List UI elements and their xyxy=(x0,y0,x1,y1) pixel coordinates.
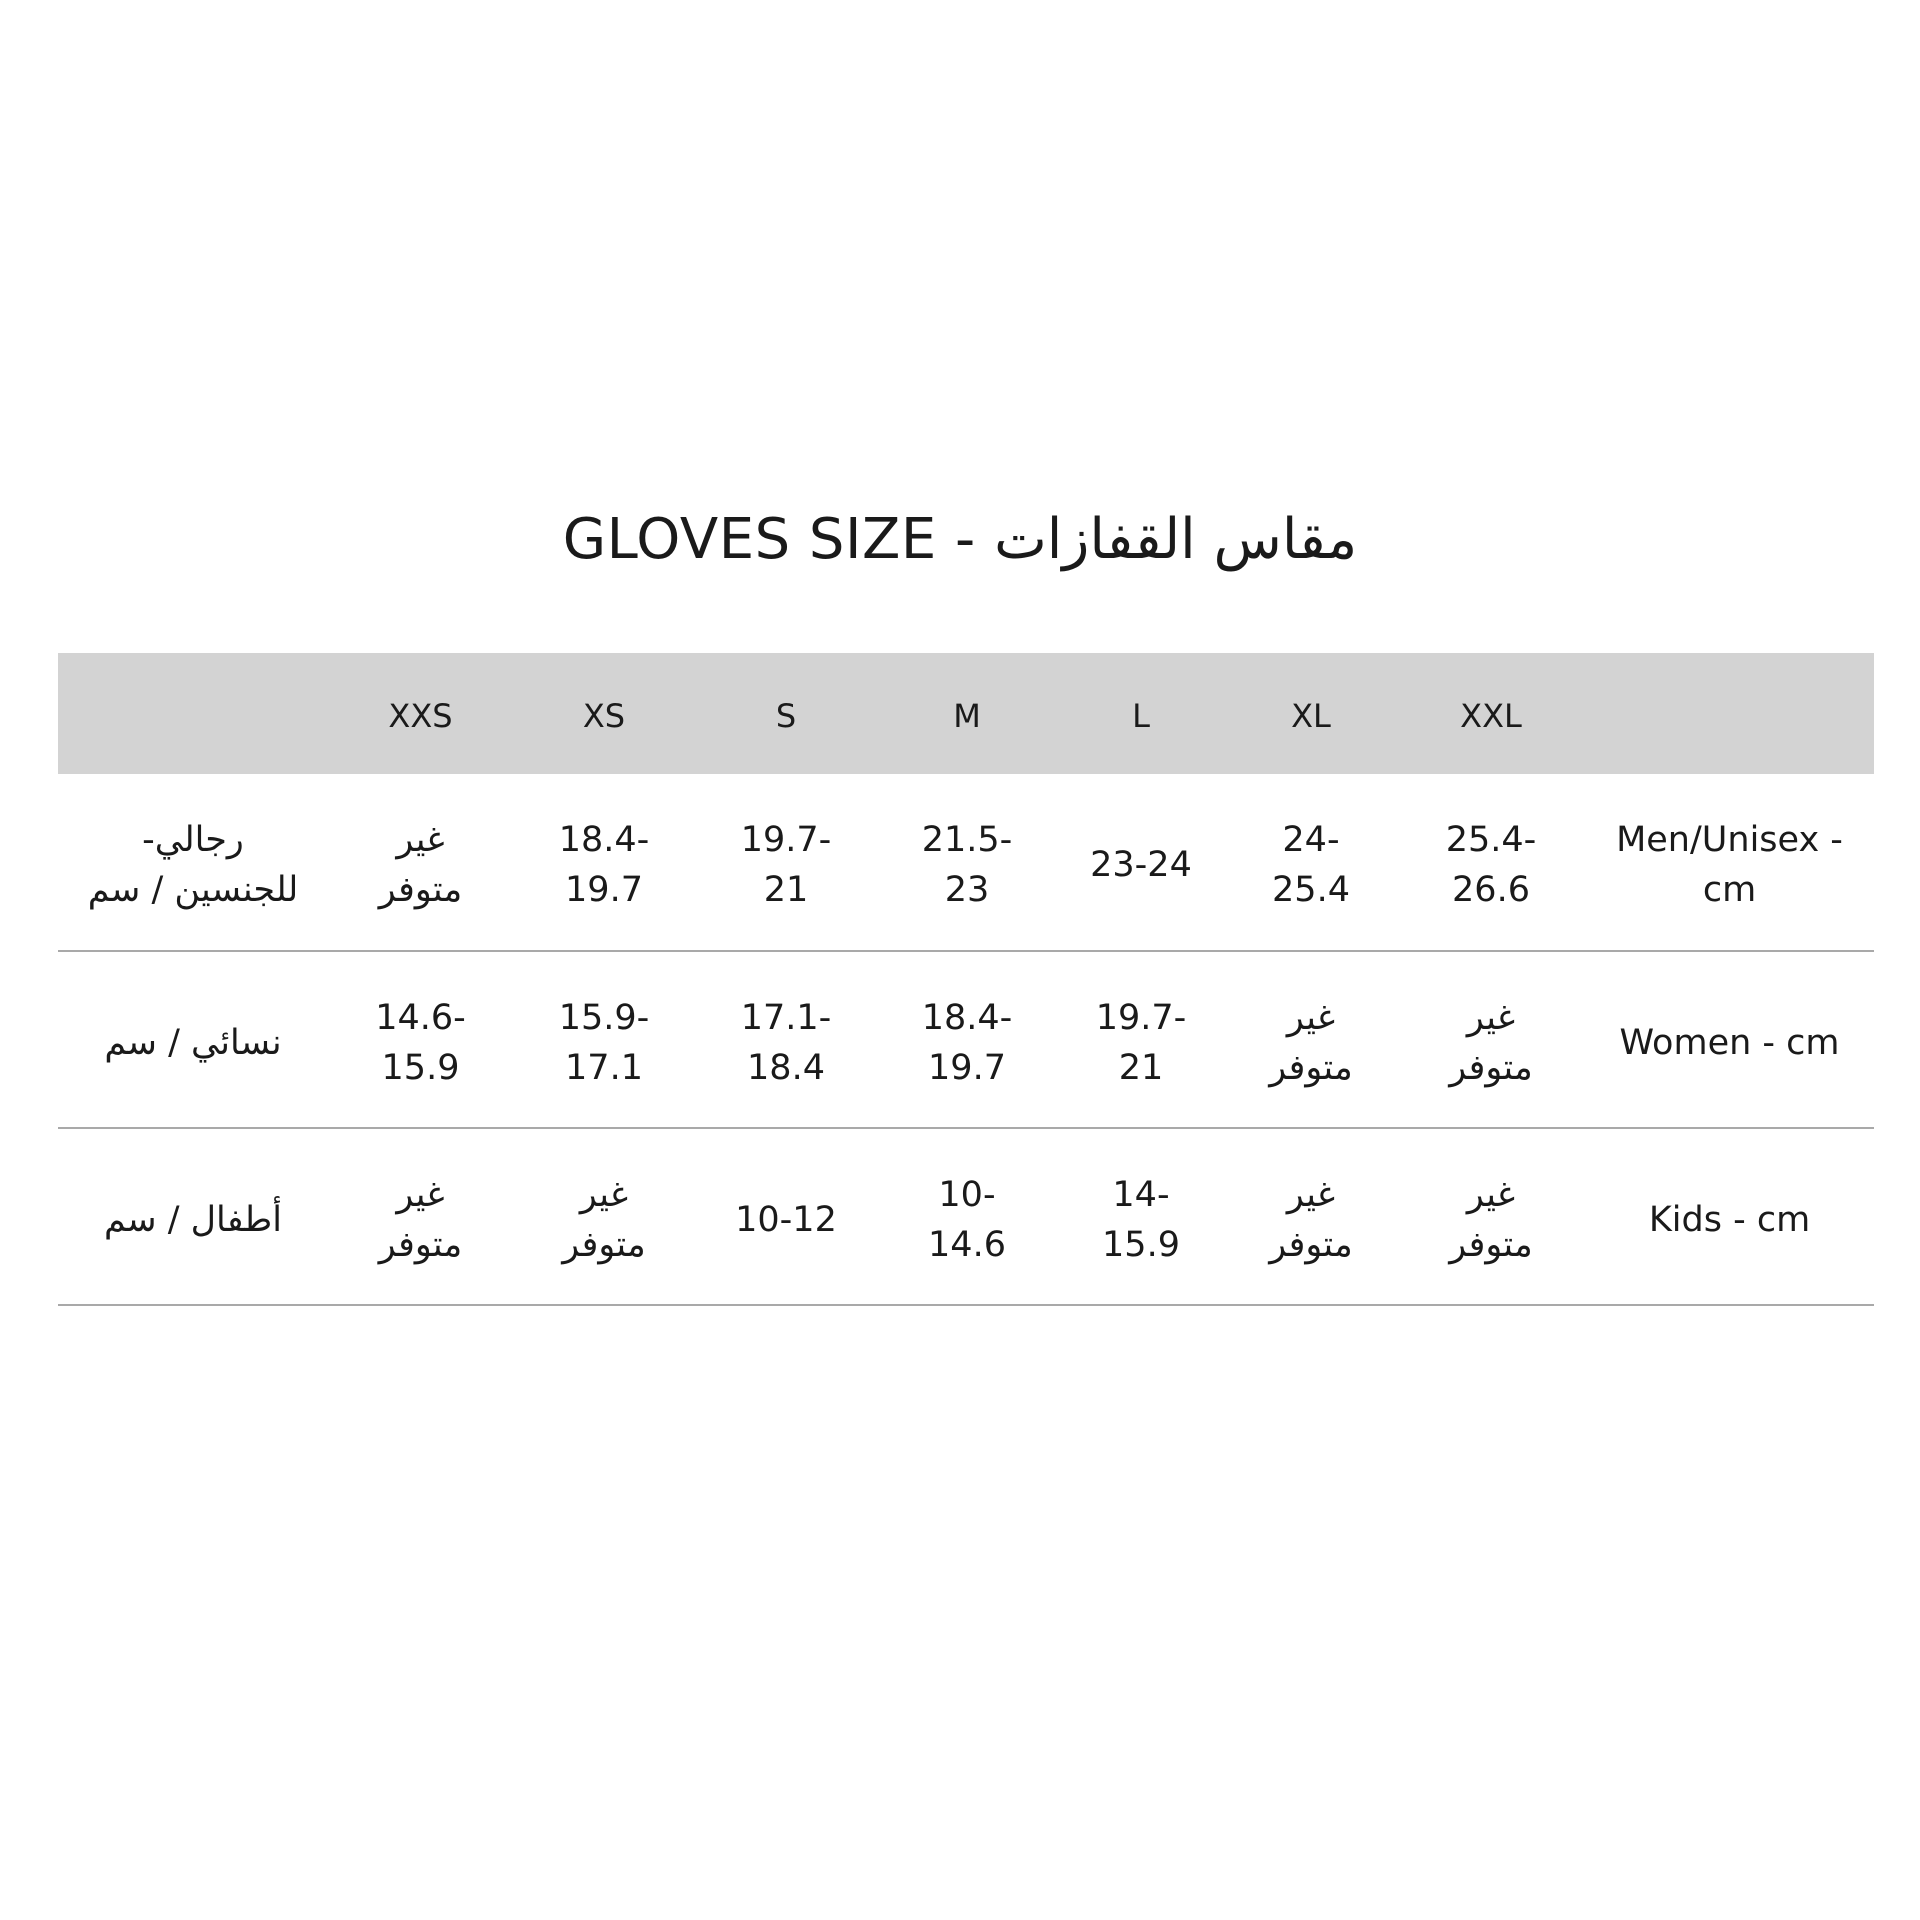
header-cell-xxs: XXS xyxy=(388,696,453,735)
header-cell-blank-left xyxy=(58,653,328,774)
table-cell-xxl: غير متوفر xyxy=(1449,997,1533,1088)
page-title: GLOVES SIZE - مقاس القفازات xyxy=(562,507,1358,572)
row-label-arabic: رجالي- للجنسين / سم xyxy=(87,820,299,910)
table-cell-xxl: غير متوفر xyxy=(1449,1174,1533,1265)
header-cell-blank-right xyxy=(1585,653,1874,774)
table-cell-xs: غير متوفر xyxy=(562,1174,646,1265)
header-cell-xs: XS xyxy=(582,696,626,735)
table-cell-xxl: 25.4-26.6 xyxy=(1445,820,1537,910)
row-label-english: Kids - cm xyxy=(1648,1199,1811,1240)
header-cell-m: M xyxy=(953,696,981,735)
header-cell-l: L xyxy=(1132,696,1150,735)
table-cell-xxs: 14.6-15.9 xyxy=(375,997,466,1088)
row-label-arabic: نسائي / سم xyxy=(104,1022,282,1063)
table-cell-xs: 18.4-19.7 xyxy=(558,820,650,910)
table-cell-xxs: غير متوفر xyxy=(378,820,463,910)
table-cell-l: 23-24 xyxy=(1090,845,1192,885)
table-cell-xl: غير متوفر xyxy=(1269,1174,1353,1265)
table-cell-xl: 24-25.4 xyxy=(1272,820,1350,910)
table-row-kids xyxy=(58,1128,1874,1305)
row-label-arabic: أطفال / سم xyxy=(103,1199,283,1240)
table-cell-s: 10-12 xyxy=(735,1199,837,1240)
table-cell-m: 18.4-19.7 xyxy=(921,997,1013,1088)
row-label-english: Women - cm xyxy=(1619,1022,1840,1063)
table-cell-s: 19.7-21 xyxy=(740,820,832,910)
table-row-women xyxy=(58,951,1874,1128)
table-cell-l: 14-15.9 xyxy=(1102,1174,1180,1265)
header-cell-s: S xyxy=(775,696,797,735)
table-cell-m: 21.5-23 xyxy=(921,820,1013,910)
table-row-men-unisex xyxy=(58,774,1874,951)
header-cell-xl: XL xyxy=(1291,696,1331,735)
table-cell-m: 10-14.6 xyxy=(928,1174,1006,1265)
header-cell-xxl: XXL xyxy=(1460,696,1522,735)
table-cell-l: 19.7-21 xyxy=(1095,997,1187,1088)
gloves-size-table xyxy=(58,653,1874,1306)
table-cell-xs: 15.9-17.1 xyxy=(558,997,650,1088)
row-label-english: Men/Unisex - cm xyxy=(1616,820,1843,910)
table-cell-xl: غير متوفر xyxy=(1269,997,1353,1088)
table-cell-s: 17.1-18.4 xyxy=(740,997,832,1088)
table-header-row xyxy=(58,653,1874,774)
table-cell-xxs: غير متوفر xyxy=(378,1174,463,1265)
